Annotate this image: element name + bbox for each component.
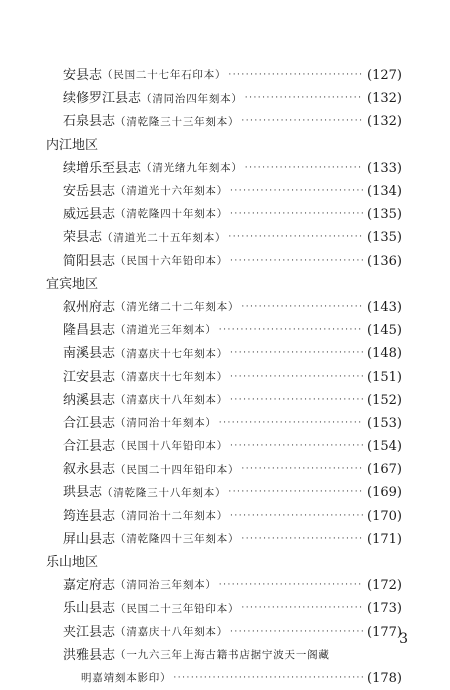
toc-entry xyxy=(46,644,402,667)
entry-title: 乐山县志 xyxy=(63,601,116,617)
entry-title: 嘉定府志 xyxy=(63,578,116,594)
dot-leader xyxy=(219,326,363,335)
dot-leader xyxy=(230,512,363,521)
toc-entry xyxy=(46,342,402,365)
dot-leader xyxy=(230,442,363,451)
toc-entry xyxy=(46,203,402,226)
entry-page-number: (136) xyxy=(367,253,402,269)
toc-entry xyxy=(46,296,402,319)
toc-entry xyxy=(46,435,402,458)
dot-leader xyxy=(241,465,363,474)
dot-leader xyxy=(230,373,363,382)
dot-leader xyxy=(230,210,363,219)
dot-leader xyxy=(230,187,363,196)
toc-entry xyxy=(46,250,402,273)
toc-entry xyxy=(46,597,402,620)
entry-title: 续修罗江县志 xyxy=(63,91,142,107)
toc-entry xyxy=(46,226,402,249)
region-heading xyxy=(46,551,402,574)
entry-edition: （民国十六年铅印本） xyxy=(115,254,229,267)
region-heading xyxy=(46,134,402,157)
toc-entry xyxy=(46,87,402,110)
dot-leader xyxy=(173,674,363,683)
region-heading xyxy=(46,273,402,296)
toc-entry xyxy=(46,365,402,388)
toc-entry xyxy=(46,319,402,342)
entry-edition: （清嘉庆十七年刻本） xyxy=(115,370,229,383)
entry-page-number: (143) xyxy=(367,299,402,315)
dot-leader xyxy=(245,94,363,103)
toc-entry xyxy=(46,505,402,528)
dot-leader xyxy=(228,71,363,80)
page-number: 3 xyxy=(399,631,408,647)
table-of-contents xyxy=(46,64,402,690)
entry-title: 安县志 xyxy=(63,68,103,84)
entry-title: 纳溪县志 xyxy=(63,392,116,408)
entry-page-number: (152) xyxy=(367,392,402,408)
entry-page-number: (135) xyxy=(367,207,402,223)
entry-title: 合江县志 xyxy=(63,439,116,455)
toc-entry xyxy=(46,458,402,481)
entry-edition: （清光绪九年刻本） xyxy=(141,162,243,175)
entry-title: 叙州府志 xyxy=(63,299,116,315)
entry-page-number: (135) xyxy=(367,230,402,246)
entry-edition: （民国二十四年铅印本） xyxy=(115,463,240,476)
entry-page-number: (169) xyxy=(367,485,402,501)
entry-title: 屏山县志 xyxy=(63,531,116,547)
dot-leader xyxy=(230,349,363,358)
entry-page-number: (173) xyxy=(367,601,402,617)
dot-leader xyxy=(219,581,363,590)
entry-title: 江安县志 xyxy=(63,369,116,385)
entry-title: 安岳县志 xyxy=(63,184,116,200)
entry-title: 续增乐至县志 xyxy=(63,160,142,176)
dot-leader xyxy=(230,628,363,637)
entry-page-number: (132) xyxy=(367,114,402,130)
entry-title: 筠连县志 xyxy=(63,508,116,524)
toc-entry xyxy=(46,64,402,87)
toc-entry xyxy=(46,157,402,180)
dot-leader xyxy=(230,257,363,266)
toc-entry xyxy=(46,574,402,597)
entry-page-number: (127) xyxy=(367,68,402,84)
toc-entry xyxy=(46,621,402,644)
entry-edition: 明嘉靖刻本影印） xyxy=(81,672,172,685)
toc-entry xyxy=(46,412,402,435)
toc-entry-continuation xyxy=(46,667,402,690)
entry-title: 洪雅县志 xyxy=(63,647,116,663)
entry-page-number: (148) xyxy=(367,346,402,362)
entry-title: 南溪县志 xyxy=(63,346,116,362)
toc-entry xyxy=(46,528,402,551)
dot-leader xyxy=(219,419,363,428)
entry-title: 威远县志 xyxy=(63,207,116,223)
entry-edition: （清同治三年刻本） xyxy=(115,579,217,592)
entry-edition: （清同治十年刻本） xyxy=(115,417,217,430)
entry-page-number: (154) xyxy=(367,439,402,455)
toc-entry xyxy=(46,180,402,203)
entry-title: 叙永县志 xyxy=(63,462,116,478)
entry-page-number: (134) xyxy=(367,184,402,200)
entry-page-number: (132) xyxy=(367,91,402,107)
entry-edition: （民国二十七年石印本） xyxy=(102,69,227,82)
dot-leader xyxy=(241,604,363,613)
entry-title: 简阳县志 xyxy=(63,253,116,269)
entry-edition: （清嘉庆十七年刻本） xyxy=(115,347,229,360)
region-heading-label: 内江地区 xyxy=(46,137,99,153)
entry-title: 隆昌县志 xyxy=(63,323,116,339)
region-heading-label: 宜宾地区 xyxy=(46,276,99,292)
entry-edition: （一九六三年上海古籍书店据宁波天一阁藏 xyxy=(115,649,330,662)
entry-page-number: (170) xyxy=(367,508,402,524)
entry-edition: （清道光三年刻本） xyxy=(115,324,217,337)
entry-edition: （民国二十三年铅印本） xyxy=(115,602,240,615)
entry-title: 合江县志 xyxy=(63,415,116,431)
entry-edition: （清道光二十五年刻本） xyxy=(102,231,227,244)
toc-entry xyxy=(46,481,402,504)
toc-entry xyxy=(46,110,402,133)
entry-page-number: (153) xyxy=(367,415,402,431)
entry-page-number: (171) xyxy=(367,531,402,547)
dot-leader xyxy=(230,396,363,405)
entry-edition: （清同治十二年刻本） xyxy=(115,509,229,522)
entry-page-number: (133) xyxy=(367,160,402,176)
toc-entry xyxy=(46,389,402,412)
dot-leader xyxy=(241,117,363,126)
entry-page-number: (167) xyxy=(367,462,402,478)
dot-leader xyxy=(228,488,363,497)
entry-edition: （清乾隆四十三年刻本） xyxy=(115,533,240,546)
entry-page-number: (177) xyxy=(367,624,402,640)
entry-page-number: (178) xyxy=(367,670,402,686)
entry-title: 荣县志 xyxy=(63,230,103,246)
entry-edition: （清乾隆三十八年刻本） xyxy=(102,486,227,499)
entry-title: 石泉县志 xyxy=(63,114,116,130)
entry-edition: （清嘉庆十八年刻本） xyxy=(115,625,229,638)
dot-leader xyxy=(228,233,363,242)
dot-leader xyxy=(241,303,363,312)
entry-page-number: (151) xyxy=(367,369,402,385)
entry-edition: （清光绪二十二年刻本） xyxy=(115,301,240,314)
entry-edition: （清嘉庆十八年刻本） xyxy=(115,393,229,406)
dot-leader xyxy=(241,535,363,544)
region-heading-label: 乐山地区 xyxy=(46,555,99,571)
dot-leader xyxy=(245,164,363,173)
entry-page-number: (172) xyxy=(367,578,402,594)
entry-page-number: (145) xyxy=(367,323,402,339)
entry-edition: （清同治四年刻本） xyxy=(141,92,243,105)
entry-title: 珙县志 xyxy=(63,485,103,501)
entry-edition: （民国十八年铅印本） xyxy=(115,440,229,453)
entry-edition: （清乾隆四十年刻本） xyxy=(115,208,229,221)
entry-edition: （清道光十六年刻本） xyxy=(115,185,229,198)
entry-edition: （清乾隆三十三年刻本） xyxy=(115,115,240,128)
entry-title: 夹江县志 xyxy=(63,624,116,640)
